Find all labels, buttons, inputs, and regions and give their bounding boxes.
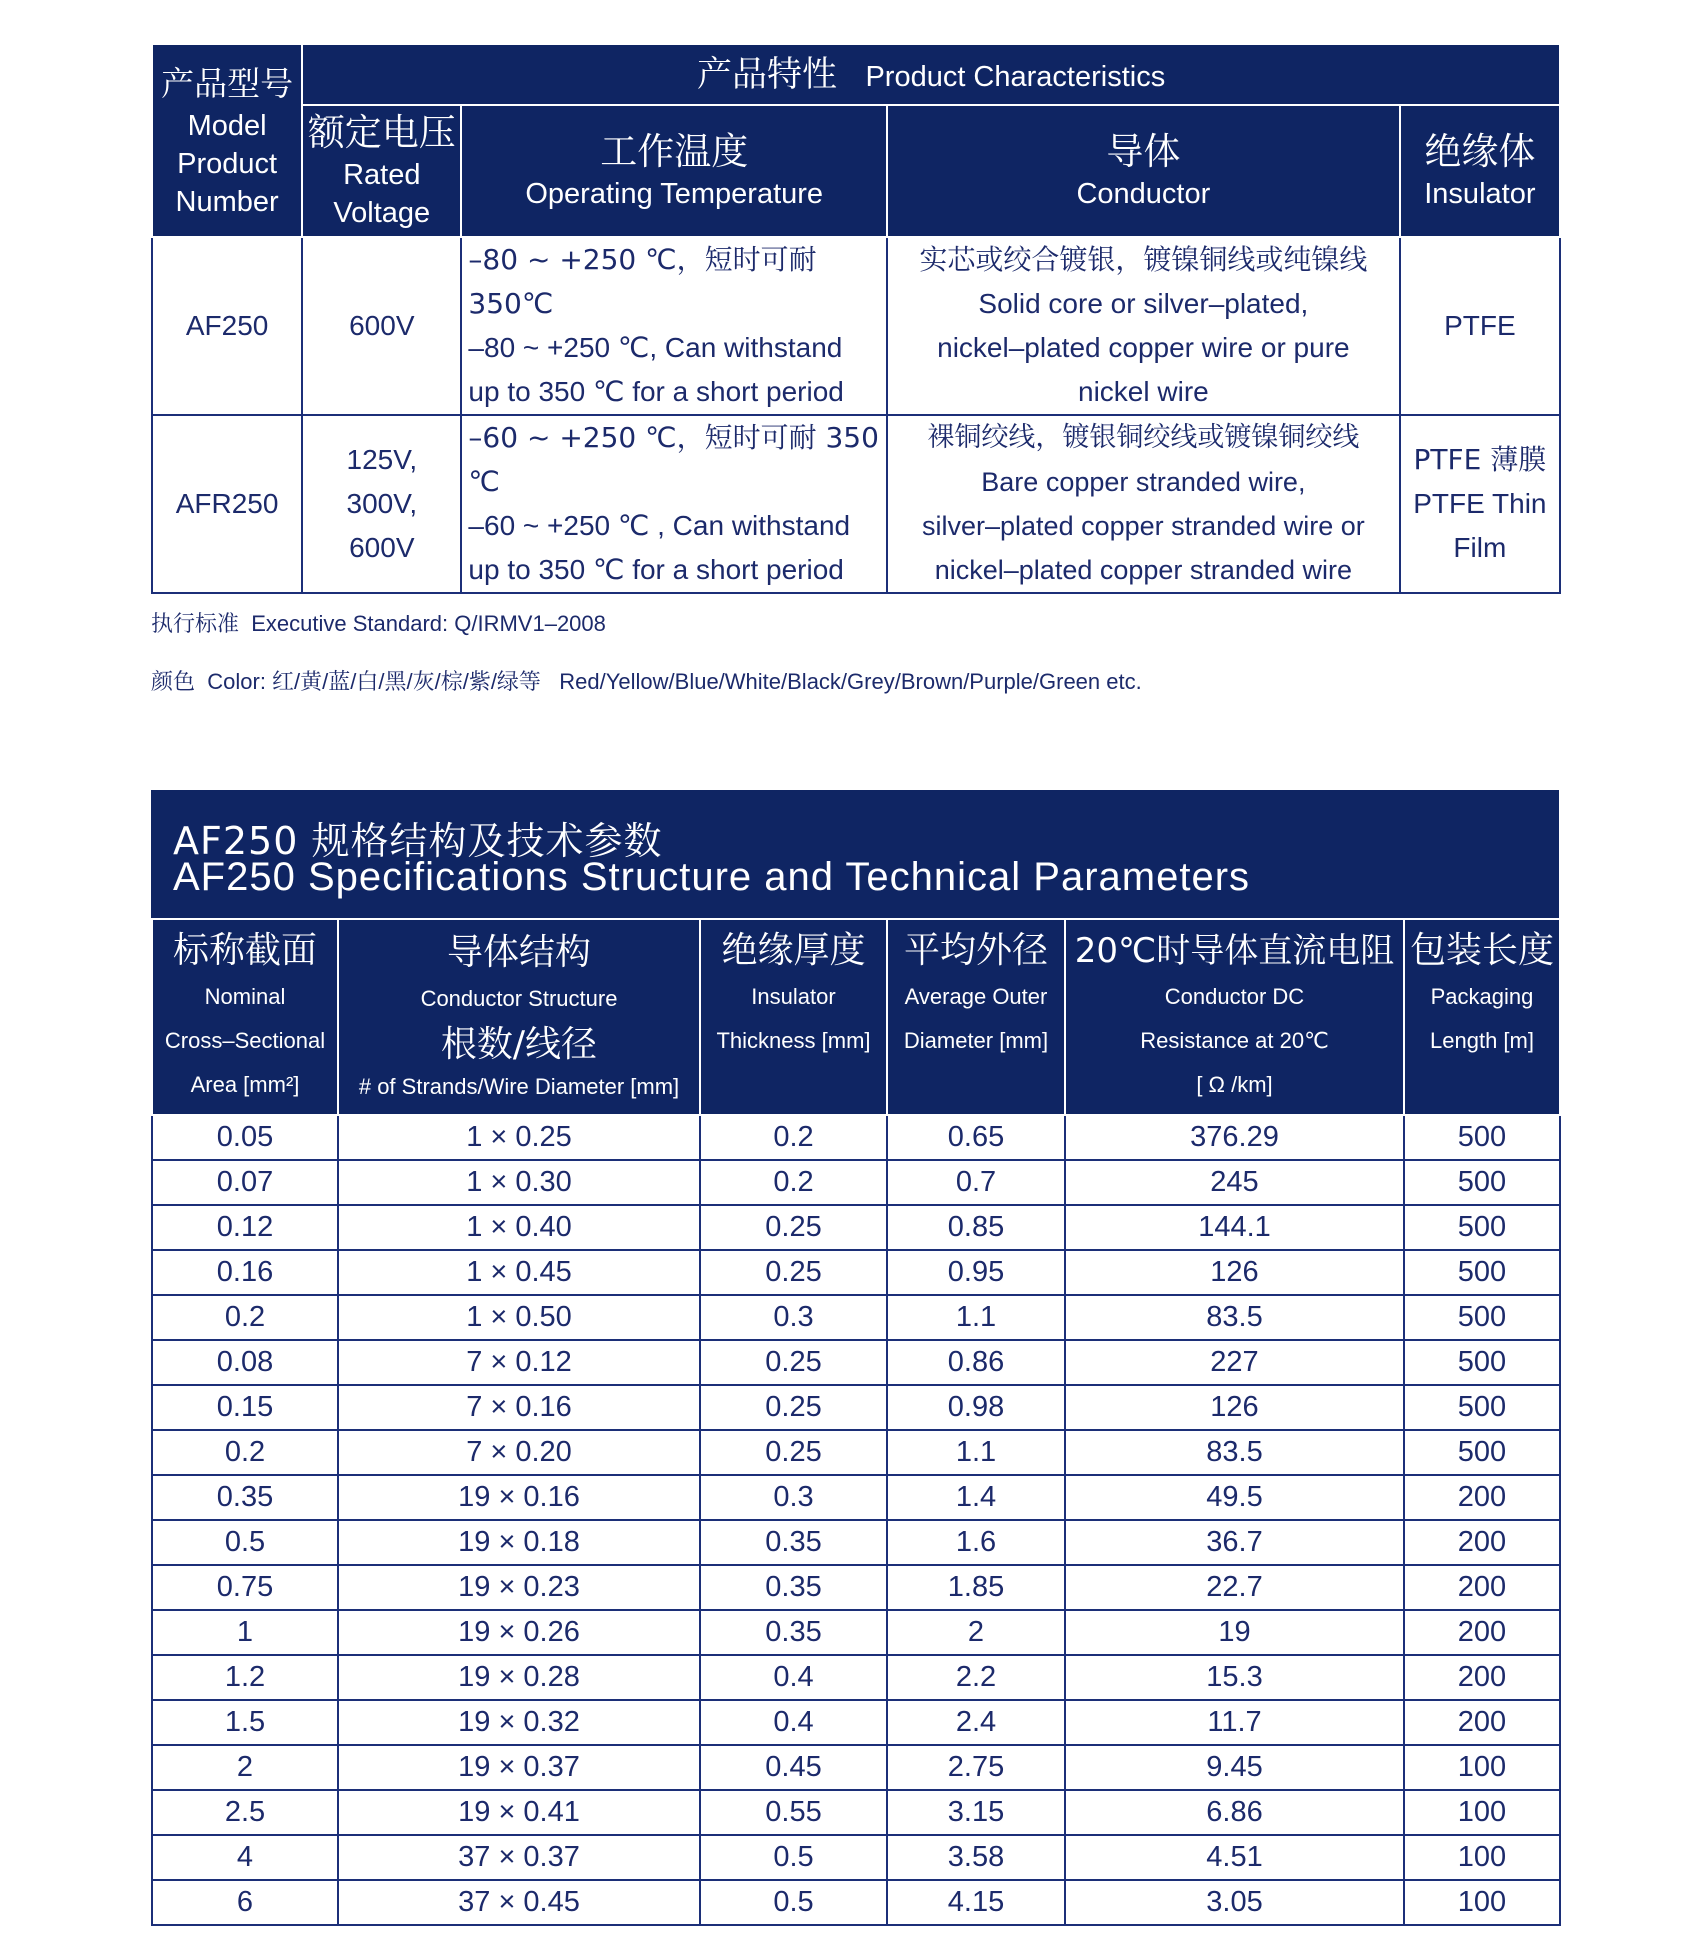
- table-row: [152, 1475, 1560, 1520]
- area-cell: 2: [152, 1745, 338, 1790]
- area-cell: 1: [152, 1610, 338, 1655]
- outer-diameter-cell: 4.15: [887, 1880, 1065, 1925]
- structure-cell: 19 × 0.37: [338, 1745, 700, 1790]
- thickness-cell: 0.3: [700, 1475, 887, 1520]
- table-row: [152, 1655, 1560, 1700]
- area-cell: 0.35: [152, 1475, 338, 1520]
- area-cell: 0.08: [152, 1340, 338, 1385]
- resistance-cell: 22.7: [1065, 1565, 1404, 1610]
- model-header: 产品型号 Model Product Number: [152, 44, 302, 237]
- thickness-cell: 0.3: [700, 1295, 887, 1340]
- resistance-cell: 36.7: [1065, 1520, 1404, 1565]
- structure-cell: 1 × 0.40: [338, 1205, 700, 1250]
- area-cell: 0.16: [152, 1250, 338, 1295]
- insulator-cell: PTFE: [1400, 237, 1560, 415]
- outer-diameter-cell: 2: [887, 1610, 1065, 1655]
- thickness-cell: 0.5: [700, 1880, 887, 1925]
- outer-diameter-cell: 1.6: [887, 1520, 1065, 1565]
- table-row: [152, 1835, 1560, 1880]
- table-row: [152, 1205, 1560, 1250]
- outer-diameter-cell: 2.75: [887, 1745, 1065, 1790]
- packaging-cell: 500: [1404, 1295, 1560, 1340]
- temperature-cell: –80 ~ +250 ℃，短时可耐 350℃ –80 ~ +250 ℃, Can withstand up to 350 ℃ for a short period: [461, 237, 887, 415]
- resistance-cell: 376.29: [1065, 1115, 1404, 1160]
- insulator-cell: PTFE 薄膜 PTFE Thin Film: [1400, 415, 1560, 593]
- structure-cell: 1 × 0.30: [338, 1160, 700, 1205]
- executive-standard-note: 执行标准 Executive Standard: Q/IRMV1–2008: [151, 611, 606, 637]
- outer-diameter-header: 平均外径 Average Outer Diameter [mm]: [887, 919, 1065, 1115]
- table-row: [152, 1565, 1560, 1610]
- area-cell: 1.2: [152, 1655, 338, 1700]
- area-cell: 0.5: [152, 1520, 338, 1565]
- product-row: [152, 415, 1560, 593]
- thickness-cell: 0.4: [700, 1700, 887, 1745]
- packaging-cell: 200: [1404, 1475, 1560, 1520]
- outer-diameter-cell: 1.1: [887, 1295, 1065, 1340]
- resistance-cell: 83.5: [1065, 1430, 1404, 1475]
- thickness-cell: 0.25: [700, 1205, 887, 1250]
- packaging-cell: 500: [1404, 1340, 1560, 1385]
- conductor-cell: 裸铜绞线，镀银铜绞线或镀镍铜绞线 Bare copper stranded wire, silver–plated copper stranded wire or nickel–plated copper stranded wire: [887, 415, 1400, 593]
- outer-diameter-cell: 1.85: [887, 1565, 1065, 1610]
- packaging-cell: 100: [1404, 1880, 1560, 1925]
- table-row: [152, 1295, 1560, 1340]
- structure-cell: 19 × 0.41: [338, 1790, 700, 1835]
- area-cell: 6: [152, 1880, 338, 1925]
- area-cell: 0.05: [152, 1115, 338, 1160]
- spec-title-zh: AF250 规格结构及技术参数: [173, 819, 663, 863]
- packaging-header: 包装长度 Packaging Length [m]: [1404, 919, 1560, 1115]
- thickness-cell: 0.25: [700, 1430, 887, 1475]
- thickness-cell: 0.25: [700, 1385, 887, 1430]
- resistance-cell: 9.45: [1065, 1745, 1404, 1790]
- packaging-cell: 100: [1404, 1745, 1560, 1790]
- packaging-cell: 200: [1404, 1700, 1560, 1745]
- outer-diameter-cell: 0.95: [887, 1250, 1065, 1295]
- resistance-cell: 144.1: [1065, 1205, 1404, 1250]
- packaging-cell: 500: [1404, 1385, 1560, 1430]
- resistance-cell: 126: [1065, 1250, 1404, 1295]
- packaging-cell: 200: [1404, 1565, 1560, 1610]
- voltage-header: 额定电压 Rated Voltage: [302, 105, 461, 237]
- temperature-cell: –60 ~ +250 ℃，短时可耐 350 ℃ –60 ~ +250 ℃ , Can withstand up to 350 ℃ for a short period: [461, 415, 887, 593]
- area-cell: 1.5: [152, 1700, 338, 1745]
- spec-title-en: AF250 Specifications Structure and Technical Parameters: [173, 855, 1251, 899]
- thickness-cell: 0.2: [700, 1115, 887, 1160]
- area-cell: 2.5: [152, 1790, 338, 1835]
- outer-diameter-cell: 3.15: [887, 1790, 1065, 1835]
- resistance-cell: 6.86: [1065, 1790, 1404, 1835]
- color-note: 颜色 Color: 红/黄/蓝/白/黑/灰/棕/紫/绿等 Red/Yellow/Blue/White/Black/Grey/Brown/Purple/Green etc.: [151, 669, 1142, 695]
- packaging-cell: 500: [1404, 1205, 1560, 1250]
- table-row: [152, 1250, 1560, 1295]
- packaging-cell: 500: [1404, 1430, 1560, 1475]
- resistance-cell: 126: [1065, 1385, 1404, 1430]
- table-row: [152, 1340, 1560, 1385]
- conductor-header: 导体 Conductor: [887, 105, 1400, 237]
- thickness-cell: 0.55: [700, 1790, 887, 1835]
- insulator-header: 绝缘体 Insulator: [1400, 105, 1560, 237]
- area-cell: 0.07: [152, 1160, 338, 1205]
- structure-cell: 19 × 0.23: [338, 1565, 700, 1610]
- characteristics-header: 产品特性 Product Characteristics: [302, 44, 1560, 105]
- thickness-cell: 0.2: [700, 1160, 887, 1205]
- structure-cell: 19 × 0.16: [338, 1475, 700, 1520]
- structure-cell: 37 × 0.37: [338, 1835, 700, 1880]
- resistance-header: 20℃时导体直流电阻 Conductor DC Resistance at 20℃ [ Ω /km]: [1065, 919, 1404, 1115]
- structure-cell: 1 × 0.45: [338, 1250, 700, 1295]
- packaging-cell: 500: [1404, 1250, 1560, 1295]
- outer-diameter-cell: 2.4: [887, 1700, 1065, 1745]
- packaging-cell: 100: [1404, 1790, 1560, 1835]
- outer-diameter-cell: 3.58: [887, 1835, 1065, 1880]
- packaging-cell: 200: [1404, 1655, 1560, 1700]
- table-row: [152, 1790, 1560, 1835]
- table-row: [152, 1610, 1560, 1655]
- structure-cell: 1 × 0.50: [338, 1295, 700, 1340]
- area-header: 标称截面 Nominal Cross–Sectional Area [mm²]: [152, 919, 338, 1115]
- packaging-cell: 100: [1404, 1835, 1560, 1880]
- structure-cell: 19 × 0.18: [338, 1520, 700, 1565]
- resistance-cell: 49.5: [1065, 1475, 1404, 1520]
- outer-diameter-cell: 0.7: [887, 1160, 1065, 1205]
- area-cell: 0.15: [152, 1385, 338, 1430]
- voltage-cell: 600V: [302, 237, 461, 415]
- structure-cell: 19 × 0.28: [338, 1655, 700, 1700]
- structure-cell: 7 × 0.16: [338, 1385, 700, 1430]
- spec-table: [151, 918, 1561, 1926]
- table-row: [152, 1700, 1560, 1745]
- packaging-cell: 500: [1404, 1160, 1560, 1205]
- resistance-cell: 227: [1065, 1340, 1404, 1385]
- model-cell: AFR250: [152, 415, 302, 593]
- outer-diameter-cell: 0.98: [887, 1385, 1065, 1430]
- spec-title-banner: [151, 790, 1559, 918]
- table-row: [152, 1430, 1560, 1475]
- outer-diameter-cell: 1.1: [887, 1430, 1065, 1475]
- model-cell: AF250: [152, 237, 302, 415]
- table-row: [152, 1115, 1560, 1160]
- temperature-header: 工作温度 Operating Temperature: [461, 105, 887, 237]
- thickness-header: 绝缘厚度 Insulator Thickness [mm]: [700, 919, 887, 1115]
- area-cell: 0.2: [152, 1430, 338, 1475]
- structure-cell: 7 × 0.20: [338, 1430, 700, 1475]
- outer-diameter-cell: 0.65: [887, 1115, 1065, 1160]
- resistance-cell: 245: [1065, 1160, 1404, 1205]
- resistance-cell: 3.05: [1065, 1880, 1404, 1925]
- thickness-cell: 0.25: [700, 1250, 887, 1295]
- conductor-cell: 实芯或绞合镀银，镀镍铜线或纯镍线 Solid core or silver–plated, nickel–plated copper wire or pure nickel wire: [887, 237, 1400, 415]
- thickness-cell: 0.35: [700, 1610, 887, 1655]
- resistance-cell: 19: [1065, 1610, 1404, 1655]
- structure-cell: 19 × 0.26: [338, 1610, 700, 1655]
- structure-header: 导体结构 Conductor Structure 根数/线径 # of Strands/Wire Diameter [mm]: [338, 919, 700, 1115]
- table-row: [152, 1385, 1560, 1430]
- table-row: [152, 1745, 1560, 1790]
- outer-diameter-cell: 1.4: [887, 1475, 1065, 1520]
- table-row: [152, 1160, 1560, 1205]
- packaging-cell: 500: [1404, 1115, 1560, 1160]
- resistance-cell: 11.7: [1065, 1700, 1404, 1745]
- area-cell: 0.75: [152, 1565, 338, 1610]
- product-row: [152, 237, 1560, 415]
- structure-cell: 19 × 0.32: [338, 1700, 700, 1745]
- area-cell: 0.2: [152, 1295, 338, 1340]
- thickness-cell: 0.35: [700, 1520, 887, 1565]
- area-cell: 4: [152, 1835, 338, 1880]
- thickness-cell: 0.4: [700, 1655, 887, 1700]
- outer-diameter-cell: 0.85: [887, 1205, 1065, 1250]
- structure-cell: 7 × 0.12: [338, 1340, 700, 1385]
- product-characteristics-table: [151, 43, 1561, 594]
- resistance-cell: 4.51: [1065, 1835, 1404, 1880]
- packaging-cell: 200: [1404, 1610, 1560, 1655]
- structure-cell: 1 × 0.25: [338, 1115, 700, 1160]
- structure-cell: 37 × 0.45: [338, 1880, 700, 1925]
- thickness-cell: 0.35: [700, 1565, 887, 1610]
- voltage-cell: 125V, 300V, 600V: [302, 415, 461, 593]
- outer-diameter-cell: 0.86: [887, 1340, 1065, 1385]
- outer-diameter-cell: 2.2: [887, 1655, 1065, 1700]
- area-cell: 0.12: [152, 1205, 338, 1250]
- thickness-cell: 0.5: [700, 1835, 887, 1880]
- thickness-cell: 0.45: [700, 1745, 887, 1790]
- table-row: [152, 1520, 1560, 1565]
- thickness-cell: 0.25: [700, 1340, 887, 1385]
- resistance-cell: 15.3: [1065, 1655, 1404, 1700]
- table-row: [152, 1880, 1560, 1925]
- resistance-cell: 83.5: [1065, 1295, 1404, 1340]
- packaging-cell: 200: [1404, 1520, 1560, 1565]
